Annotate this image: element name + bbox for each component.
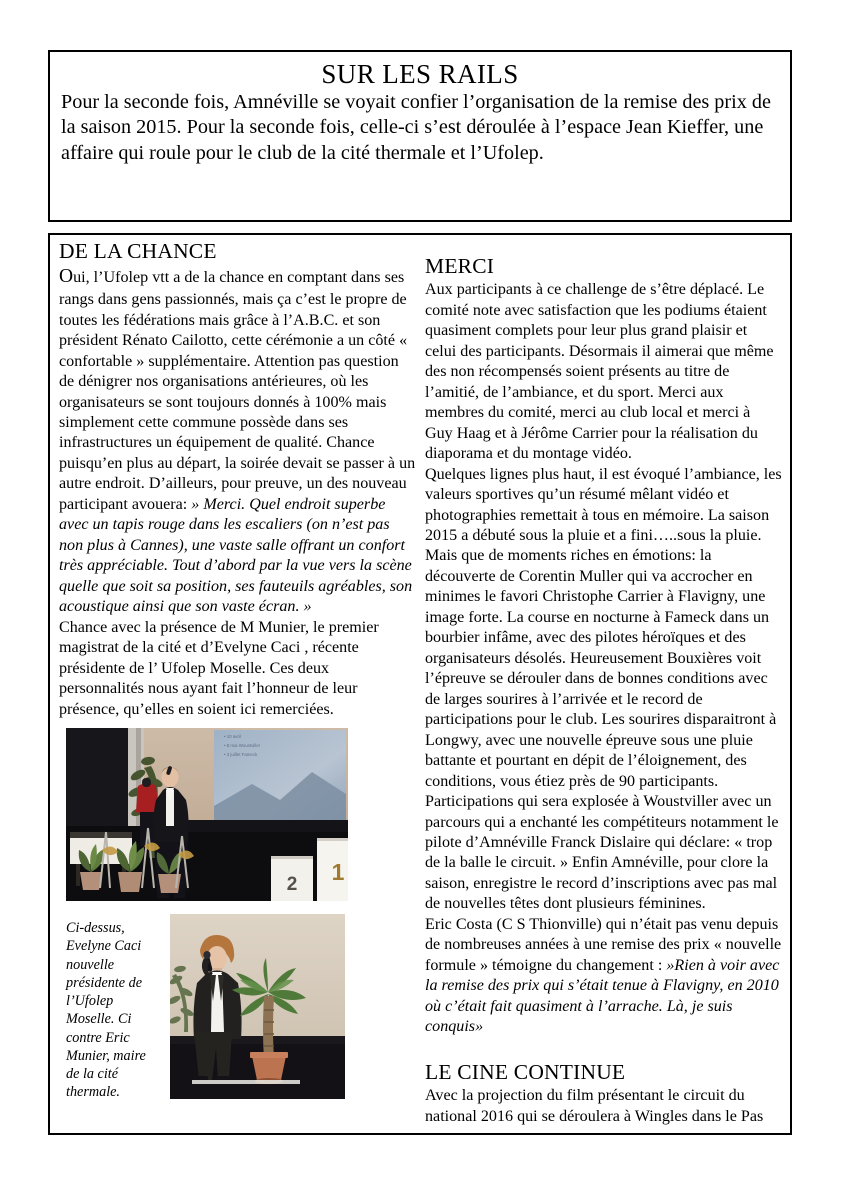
svg-text:• 10 avril: • 10 avril [224, 734, 241, 739]
right-paragraph-3-quote: »Rien à voir avec la remise des prix qui s’était tenue à Flavigny, en 2010 où c’était fait quasiment à l’arrache. Là, je suis conquis» [425, 956, 780, 1036]
left-paragraph-1-text: ui, l’Ufolep vtt a de la chance en comptant dans ses rangs dans gens passionnés, mais ça c’est le propre de toutes les fédérations mais grâce à l’A.B.C. et son président Rénato Cailotto, cette cérémonie a un côté « confortable » supplémentaire. Attention pas question de dénigrer nos organisations antérieures, où les organisateurs se sont toujours donnés à 100% mais simplement cette commune possède dans ses infrastructures un équipement de qualité. Chance puisqu’en plus au départ, la soirée devait se passer à un autre endroit. D’ailleurs, pour preuve, un des nouveau participant avouera: [59, 269, 416, 513]
stage-ceremony-photo [66, 728, 348, 901]
left-paragraph-1 [59, 265, 416, 617]
right-paragraph-4: Avec la projection du film présentant le circuit du national 2016 qui se déroulera à Wingles dans le Pas [425, 1087, 764, 1125]
section-heading-de-la-chance: DE LA CHANCE [59, 239, 217, 263]
two-column-layout [50, 235, 790, 1133]
right-paragraph-1: Aux participants à ce challenge de s’être déplacé. Le comité note avec satisfaction que les podiums étaient quasiment complets pour leur plus grand plaisir et celui des participants. Désormais il aimerai que même des non récompensés soient présents au titre de l’amitié, de l’ambiance, et du sport. Merci aux membres du comité, merci au club local et merci à Guy Haag et à Jérôme Carrier pour la réalisation du diaporama et du montage vidéo. [425, 281, 774, 463]
left-column [59, 239, 416, 720]
right-paragraph-3-intro: Eric Costa (C S Thionville) qui n’était pas venu depuis de nombreuses années à une remise des prix « nouvelle formule » témoigne du changement : [425, 915, 782, 974]
masthead-box [48, 50, 792, 222]
svg-text:• 3 juillet Fameck: • 3 juillet Fameck [224, 752, 258, 757]
eric-munier-photo-graphic [170, 914, 345, 1099]
page-title: SUR LES RAILS [321, 59, 519, 89]
content-box [48, 233, 792, 1135]
photo-caption: Ci-dessus, Evelyne Caci nouvelle présidente de l’Ufolep Moselle. Ci contre Eric Munier, maire de la cité thermale. [66, 920, 146, 1101]
eric-munier-photo [170, 914, 345, 1099]
svg-text:• 8 mai Woustviller: • 8 mai Woustviller [224, 743, 261, 748]
right-column [425, 254, 782, 1127]
podium-number-1: 1 [331, 859, 345, 885]
section-heading-le-cine-continue: LE CINE CONTINUE [425, 1059, 626, 1084]
masthead-lead-paragraph: Pour la seconde fois, Amnéville se voyait confier l’organisation de la remise des prix de la saison 2015. Pour la seconde fois, celle-ci s’est déroulée à l’espace Jean Kieffer, une affaire qui roule pour le club de la cité thermale et l’Ufolep. [61, 91, 771, 164]
dropcap-letter: O [59, 266, 74, 288]
left-quote-italic: » Merci. Quel endroit superbe avec un tapis rouge dans les escaliers (on n’est pas non plus à Cannes), une vaste salle offrant un confort très appréciable. Tout d’abord par la vue vers la scène quelle que soit sa position, ses fauteuils agréables, son acoustique ainsi que son vaste écran. » [59, 495, 413, 616]
section-heading-merci: MERCI [425, 254, 495, 278]
right-paragraph-3 [425, 915, 782, 1038]
stage-ceremony-photo-graphic [66, 728, 348, 901]
podium-number-2: 2 [286, 874, 298, 895]
right-paragraph-2: Quelques lignes plus haut, il est évoqué l’ambiance, les valeurs sportives qu’un résumé mêlant vidéo et photographies remettait à tous en mémoire. La saison 2015 a débuté sous la pluie et a fini…..sous la pluie. Mais que de moments riches en émotions: la découverte de Corentin Muller qui va accrocher en minimes le favori Christophe Carrier à Flavigny, une image forte. La course en nocturne à Fameck dans un bourbier infâme, avec des pilotes héroïques et des organisateurs désolés. Heureusement Bouxières voit l’épreuve se dérouler dans de bonnes conditions avec de larges sourires à l’arrivée et le record de participations pour le club. Les sourires disparaitront à Longwy, avec une nouvelle épreuve sous une pluie battante et pourtant en dépit de l’éloignement, des conditions, vous étiez près de 90 participants. Participations qui sera explosée à Woustviller avec un parcours qui a enchanté les compétiteurs notamment le pilote d’Amnéville Franck Dislaire qui déclare: « trop de la balle le circuit. » Enfin Amnéville, pour clore la saison, enregistre le record d’inscriptions avec pas mal de nouvelles têtes dont plusieurs féminines. [425, 465, 782, 913]
left-paragraph-2: Chance avec la présence de M Munier, le premier magistrat de la cité et d’Evelyne Caci , récente présidente de l’ Ufolep Moselle. Ces deux personnalités nous ayant fait l’honneur de leur présence, qu’elles en soient ici remerciées. [59, 618, 379, 718]
